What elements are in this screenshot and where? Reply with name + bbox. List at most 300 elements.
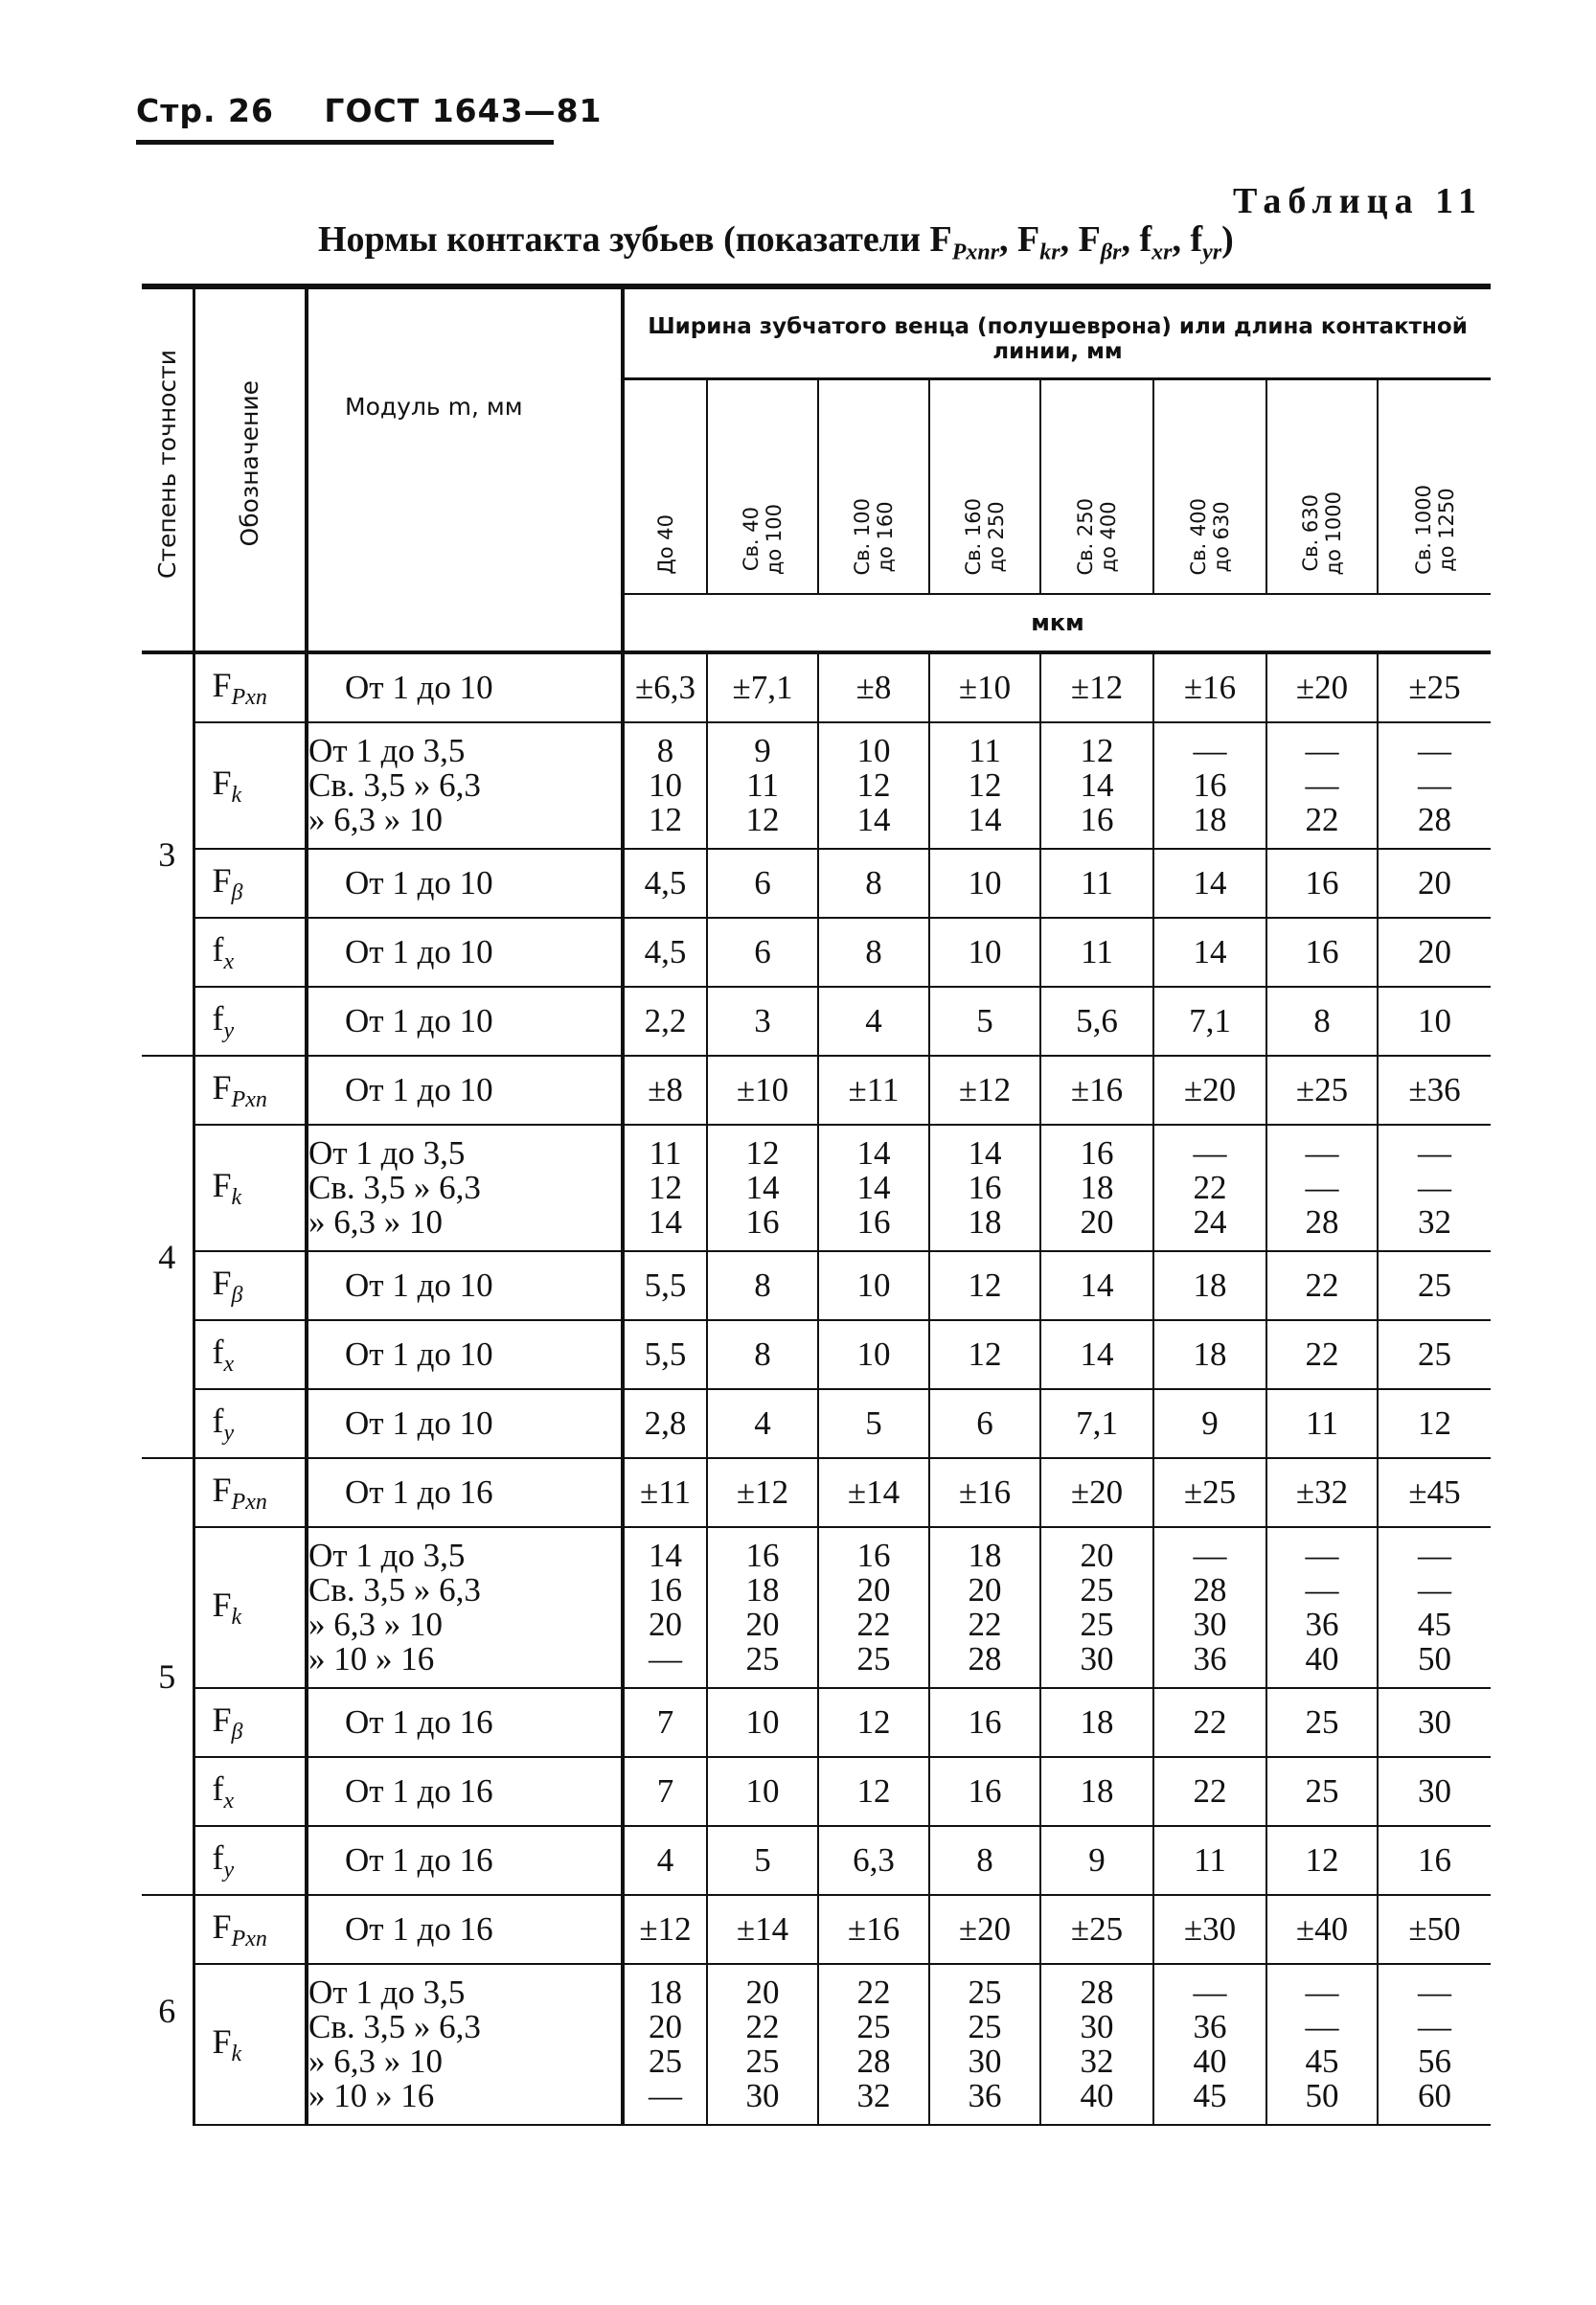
value-line: 11: [969, 732, 1001, 769]
value-line: 28: [1193, 1571, 1227, 1609]
standard-code: ГОСТ 1643—81: [324, 92, 603, 129]
value-line: 22: [856, 1606, 891, 1643]
value-line: 40: [1193, 2043, 1227, 2080]
value-line: 22: [1193, 1703, 1227, 1741]
value-line: 36: [1193, 1640, 1227, 1677]
value-line: 12: [649, 801, 682, 838]
value-cell: [1040, 1251, 1153, 1320]
value-line: 22: [856, 1974, 891, 2011]
value-cell: [1378, 722, 1491, 849]
value-cell: [1153, 1757, 1266, 1826]
value-line: 32: [856, 2077, 891, 2114]
value-line: 14: [649, 1203, 682, 1241]
module-line: От 1 до 10: [345, 864, 493, 901]
value-line: 16: [856, 1537, 891, 1574]
value-line: 5,5: [644, 1267, 687, 1304]
module-cell: [307, 1056, 623, 1125]
symbol-cell: $f_x$: [194, 918, 307, 987]
table-row: [142, 1964, 1491, 2125]
value-line: 18: [1193, 801, 1227, 838]
value-cell: [1266, 849, 1378, 918]
value-cell: [929, 1964, 1040, 2125]
width-column-label: Св. 400 до 630: [1187, 497, 1233, 575]
value-cell: [1266, 1389, 1378, 1458]
value-line: 20: [1418, 933, 1452, 970]
value-line: 10: [856, 1267, 891, 1304]
value-cell: [818, 918, 929, 987]
value-line: 24: [1193, 1203, 1227, 1241]
value-line: 16: [1193, 766, 1227, 804]
symbol-cell: $f_y$: [194, 1389, 307, 1458]
value-line: 20: [1080, 1203, 1114, 1241]
value-line: 16: [1418, 1841, 1452, 1879]
value-line: ±32: [1295, 1473, 1349, 1511]
value-line: 11: [1306, 1404, 1338, 1442]
table-row: [142, 1389, 1491, 1458]
symbol-subscript: β: [231, 1283, 243, 1309]
value-line: —: [1305, 1571, 1339, 1609]
value-line: 18: [649, 1974, 682, 2011]
value-cell: [1153, 722, 1266, 849]
value-cell: [623, 652, 707, 722]
value-line: ±11: [848, 1071, 900, 1108]
value-line: ±40: [1295, 1910, 1349, 1948]
value-cell: [1153, 1688, 1266, 1757]
module-line: От 1 до 3,5: [308, 732, 466, 769]
value-cell: [818, 1389, 929, 1458]
module-line: От 1 до 10: [345, 669, 493, 706]
value-cell: [1378, 1527, 1491, 1688]
value-line: 2,8: [644, 1404, 687, 1442]
module-line: От 1 до 10: [345, 1404, 493, 1442]
value-cell: [707, 1458, 818, 1527]
value-cell: [1040, 1688, 1153, 1757]
table-row: [142, 1757, 1491, 1826]
value-cell: [929, 1458, 1040, 1527]
value-line: ±14: [847, 1473, 901, 1511]
value-line: 6: [976, 1404, 993, 1442]
value-line: 16: [968, 1703, 1002, 1741]
value-cell: [818, 1458, 929, 1527]
symbol-cell: $f_y$: [194, 1826, 307, 1895]
table-row: [142, 1826, 1491, 1895]
value-cell: [1040, 1458, 1153, 1527]
module-cell: [307, 849, 623, 918]
value-line: 10: [745, 1703, 780, 1741]
value-line: 18: [968, 1203, 1002, 1241]
value-line: —: [1305, 732, 1339, 769]
value-cell: [1266, 1964, 1378, 2125]
table-row: [142, 849, 1491, 918]
value-cell: [818, 1251, 929, 1320]
value-line: 36: [1193, 2008, 1227, 2045]
value-line: 16: [649, 1571, 682, 1609]
value-line: 30: [745, 2077, 780, 2114]
value-cell: [623, 849, 707, 918]
value-line: 30: [1080, 2008, 1114, 2045]
value-line: ±20: [1295, 669, 1349, 706]
value-line: 25: [745, 1640, 780, 1677]
symbol-subscript: y: [223, 1858, 235, 1883]
value-cell: [1378, 987, 1491, 1056]
module-cell: [307, 1320, 623, 1389]
value-line: ±25: [1183, 1473, 1237, 1511]
width-column-header: [1378, 379, 1491, 595]
symbol-cell: $F_{Pxn}$: [194, 652, 307, 722]
value-line: 10: [856, 1335, 891, 1373]
value-cell: [1266, 1251, 1378, 1320]
value-line: 12: [745, 801, 780, 838]
value-line: 28: [856, 2043, 891, 2080]
value-cell: [623, 918, 707, 987]
table-row: [142, 1251, 1491, 1320]
value-line: ±10: [736, 1071, 789, 1108]
page-number: Стр. 26: [136, 92, 274, 129]
value-cell: [818, 987, 929, 1056]
value-cell: [1378, 849, 1491, 918]
value-cell: [707, 1826, 818, 1895]
value-line: 22: [1305, 801, 1339, 838]
value-line: 20: [649, 2008, 682, 2045]
value-cell: [707, 1895, 818, 1964]
value-line: 5: [865, 1404, 882, 1442]
value-cell: [1040, 722, 1153, 849]
value-line: —: [1305, 766, 1339, 804]
value-line: 30: [1418, 1772, 1452, 1810]
value-cell: [1040, 1389, 1153, 1458]
value-line: 5,6: [1076, 1002, 1118, 1039]
value-cell: [929, 918, 1040, 987]
module-line: От 1 до 10: [345, 1002, 493, 1039]
title-subscript: xr: [1151, 240, 1173, 265]
value-cell: [1153, 1125, 1266, 1251]
symbol-cell: $F_k$: [194, 1964, 307, 2125]
value-line: 45: [1305, 2043, 1339, 2080]
value-cell: [1378, 1320, 1491, 1389]
value-cell: [1266, 1527, 1378, 1688]
symbol-subscript: β: [231, 1720, 243, 1746]
value-line: 12: [649, 1169, 682, 1206]
value-line: 8: [865, 933, 882, 970]
value-line: 25: [1305, 1703, 1339, 1741]
value-cell: [1266, 1757, 1378, 1826]
value-line: 5,5: [644, 1335, 687, 1373]
value-cell: [707, 1251, 818, 1320]
value-cell: [818, 722, 929, 849]
value-line: ±7,1: [732, 669, 793, 706]
symbol-cell: $F_k$: [194, 1527, 307, 1688]
value-line: ±30: [1183, 1910, 1237, 1948]
value-line: 11: [1194, 1841, 1226, 1879]
value-line: 32: [1418, 1203, 1452, 1241]
module-line: От 1 до 10: [345, 1335, 493, 1373]
module-line: От 1 до 10: [345, 1071, 493, 1108]
value-line: ±20: [1070, 1473, 1124, 1511]
value-line: 40: [1305, 1640, 1339, 1677]
symbol-subscript: y: [223, 1018, 235, 1044]
module-cell: [307, 1688, 623, 1757]
value-line: 14: [856, 1169, 891, 1206]
value-line: ±12: [736, 1473, 789, 1511]
module-line: » 10 » 16: [308, 1640, 435, 1677]
value-line: 12: [856, 1703, 891, 1741]
value-line: 30: [968, 2043, 1002, 2080]
value-line: —: [1193, 1134, 1227, 1172]
value-cell: [1040, 1826, 1153, 1895]
module-cell: [307, 652, 623, 722]
value-cell: [623, 1389, 707, 1458]
value-line: —: [1305, 1537, 1339, 1574]
value-cell: [1153, 652, 1266, 722]
module-cell: [307, 1826, 623, 1895]
value-line: 28: [1305, 1203, 1339, 1241]
symbol-cell: $F_k$: [194, 1125, 307, 1251]
value-line: —: [1305, 1134, 1339, 1172]
value-line: 16: [745, 1537, 780, 1574]
module-line: От 1 до 10: [345, 1267, 493, 1304]
symbol-subscript: k: [231, 2042, 242, 2067]
module-line: Св. 3,5 » 6,3: [308, 2008, 481, 2045]
value-cell: [707, 1688, 818, 1757]
width-column-label: Св. 630 до 1000: [1299, 491, 1345, 575]
module-header: Модуль m, мм: [307, 285, 623, 594]
value-line: 20: [745, 1974, 780, 2011]
value-cell: [929, 1895, 1040, 1964]
value-line: 60: [1418, 2077, 1452, 2114]
value-line: 22: [1193, 1169, 1227, 1206]
value-line: 18: [1080, 1772, 1114, 1810]
module-cell: [307, 1458, 623, 1527]
value-line: 10: [649, 766, 682, 804]
width-column-label: Св. 1000 до 1250: [1411, 485, 1458, 575]
value-line: 5: [976, 1002, 993, 1039]
page-header: [136, 92, 641, 129]
value-cell: [1040, 1125, 1153, 1251]
value-line: —: [1305, 1974, 1339, 2011]
value-line: 8: [754, 1335, 771, 1373]
symbol-subscript: x: [223, 949, 235, 975]
value-cell: [707, 1389, 818, 1458]
value-cell: [1040, 1527, 1153, 1688]
module-line: От 1 до 3,5: [308, 1974, 466, 2011]
value-line: 2,2: [644, 1002, 687, 1039]
width-column-header: [1040, 379, 1153, 595]
value-line: 18: [1193, 1267, 1227, 1304]
value-cell: [1378, 652, 1491, 722]
width-column-header: [1153, 379, 1266, 595]
value-line: 16: [968, 1169, 1002, 1206]
module-cell: [307, 1895, 623, 1964]
value-cell: [707, 1964, 818, 2125]
value-line: 10: [968, 864, 1002, 901]
value-cell: [707, 722, 818, 849]
value-line: 25: [649, 2043, 682, 2080]
value-line: ±10: [958, 669, 1012, 706]
value-line: 28: [1418, 801, 1452, 838]
value-cell: [818, 1895, 929, 1964]
value-line: 9: [1088, 1841, 1106, 1879]
value-line: 12: [968, 1267, 1002, 1304]
value-cell: [1040, 1757, 1153, 1826]
value-line: 9: [1201, 1404, 1219, 1442]
width-column-label: Св. 100 до 160: [851, 497, 897, 575]
table-row: [142, 1125, 1491, 1251]
symbol-subscript: k: [231, 1605, 242, 1631]
value-line: —: [649, 2077, 682, 2114]
value-line: 4: [754, 1404, 771, 1442]
value-line: —: [1418, 732, 1452, 769]
module-line: От 1 до 10: [345, 933, 493, 970]
value-line: 4,5: [644, 933, 687, 970]
module-line: От 1 до 3,5: [308, 1134, 466, 1172]
value-cell: [623, 1320, 707, 1389]
value-cell: [1266, 1826, 1378, 1895]
value-line: 16: [1305, 933, 1339, 970]
value-line: 6,3: [853, 1841, 895, 1879]
width-column-header: [623, 379, 707, 595]
value-line: 50: [1418, 1640, 1452, 1677]
value-cell: [707, 849, 818, 918]
symbol-cell: $F_{Pxn}$: [194, 1056, 307, 1125]
value-cell: [1266, 1895, 1378, 1964]
value-line: ±36: [1408, 1071, 1461, 1108]
grade-cell: 5: [142, 1458, 194, 1895]
value-line: 18: [745, 1571, 780, 1609]
contact-norms-table: [142, 285, 1491, 2126]
value-line: 22: [745, 2008, 780, 2045]
symbol-cell: $F_{Pxn}$: [194, 1895, 307, 1964]
value-line: 14: [856, 1134, 891, 1172]
value-line: 14: [1080, 766, 1114, 804]
value-line: ±8: [648, 1071, 683, 1108]
value-line: 18: [968, 1537, 1002, 1574]
value-line: 12: [968, 1335, 1002, 1373]
width-column-label: Св. 160 до 250: [962, 497, 1008, 575]
width-header: Ширина зубчатого венца (полушеврона) или длина контактной линии, мм: [623, 285, 1491, 379]
width-column-label: До 40: [653, 514, 677, 575]
value-line: —: [1418, 1571, 1452, 1609]
value-cell: [1040, 1056, 1153, 1125]
value-cell: [929, 1389, 1040, 1458]
symbol-header-label: Обозначение: [236, 380, 264, 547]
symbol-subscript: Pxn: [231, 1087, 267, 1113]
value-line: 22: [1305, 1267, 1339, 1304]
value-line: —: [1193, 732, 1227, 769]
value-cell: [929, 1757, 1040, 1826]
value-cell: [818, 1826, 929, 1895]
value-line: 12: [745, 1134, 780, 1172]
grade-cell: 3: [142, 652, 194, 1056]
header-rule: [136, 140, 554, 145]
value-line: ±45: [1408, 1473, 1461, 1511]
value-line: —: [1193, 1974, 1227, 2011]
value-line: 20: [745, 1606, 780, 1643]
value-line: 7: [656, 1703, 674, 1741]
value-cell: [1153, 987, 1266, 1056]
value-cell: [623, 1056, 707, 1125]
value-line: 28: [1080, 1974, 1114, 2011]
value-line: 25: [856, 1640, 891, 1677]
value-cell: [818, 652, 929, 722]
value-line: 14: [1080, 1267, 1114, 1304]
value-line: 14: [968, 1134, 1002, 1172]
value-cell: [929, 1527, 1040, 1688]
value-line: 25: [1305, 1772, 1339, 1810]
value-cell: [1153, 1458, 1266, 1527]
value-line: 25: [968, 2008, 1002, 2045]
value-line: 8: [976, 1841, 993, 1879]
value-line: 22: [968, 1606, 1002, 1643]
module-line: » 10 » 16: [308, 2077, 435, 2114]
module-cell: [307, 1389, 623, 1458]
value-cell: [623, 1688, 707, 1757]
value-line: 12: [856, 766, 891, 804]
value-cell: [1153, 1320, 1266, 1389]
value-cell: [818, 1757, 929, 1826]
value-cell: [1153, 1964, 1266, 2125]
value-cell: [707, 1527, 818, 1688]
value-line: 36: [1305, 1606, 1339, 1643]
title-subscript: kr: [1039, 240, 1060, 265]
value-line: 20: [968, 1571, 1002, 1609]
value-cell: [623, 1826, 707, 1895]
value-cell: [1378, 1964, 1491, 2125]
value-line: 18: [1080, 1703, 1114, 1741]
symbol-cell: $F_\beta$: [194, 1251, 307, 1320]
title-subscript: yr: [1202, 240, 1222, 265]
value-line: ±16: [1070, 1071, 1124, 1108]
value-line: 20: [856, 1571, 891, 1609]
value-cell: [1040, 849, 1153, 918]
value-line: 10: [968, 933, 1002, 970]
value-cell: [623, 1964, 707, 2125]
value-cell: [929, 1056, 1040, 1125]
value-cell: [1040, 1964, 1153, 2125]
value-line: 12: [1305, 1841, 1339, 1879]
value-cell: [1378, 1895, 1491, 1964]
value-cell: [929, 1125, 1040, 1251]
value-cell: [929, 1826, 1040, 1895]
symbol-subscript: Pxn: [231, 685, 267, 711]
header-row: [142, 285, 1491, 379]
value-cell: [1153, 1251, 1266, 1320]
value-line: ±16: [958, 1473, 1012, 1511]
value-line: 45: [1193, 2077, 1227, 2114]
value-cell: [818, 849, 929, 918]
value-line: 22: [1193, 1772, 1227, 1810]
value-line: —: [1418, 1974, 1452, 2011]
table-row: [142, 987, 1491, 1056]
value-line: ±16: [1183, 669, 1237, 706]
value-cell: [1378, 1757, 1491, 1826]
value-cell: [818, 1125, 929, 1251]
module-line: Св. 3,5 » 6,3: [308, 1169, 481, 1206]
value-line: 4,5: [644, 864, 687, 901]
value-line: 12: [1418, 1404, 1452, 1442]
value-cell: [1153, 1389, 1266, 1458]
value-cell: [1266, 652, 1378, 722]
value-cell: [1266, 1056, 1378, 1125]
symbol-header: [194, 285, 307, 652]
module-header-bottom: [307, 594, 623, 652]
table-title: Нормы контакта зубьев (показатели $F_{Pxnr}$, $F_{kr}$, $F_{\beta r}$, $f_{xr}$, $f_{yr}$): [318, 219, 1234, 265]
symbol-cell: $f_y$: [194, 987, 307, 1056]
value-cell: [707, 1056, 818, 1125]
value-line: 7,1: [1189, 1002, 1231, 1039]
symbol-subscript: y: [223, 1421, 235, 1447]
value-line: 36: [968, 2077, 1002, 2114]
value-cell: [1266, 1320, 1378, 1389]
